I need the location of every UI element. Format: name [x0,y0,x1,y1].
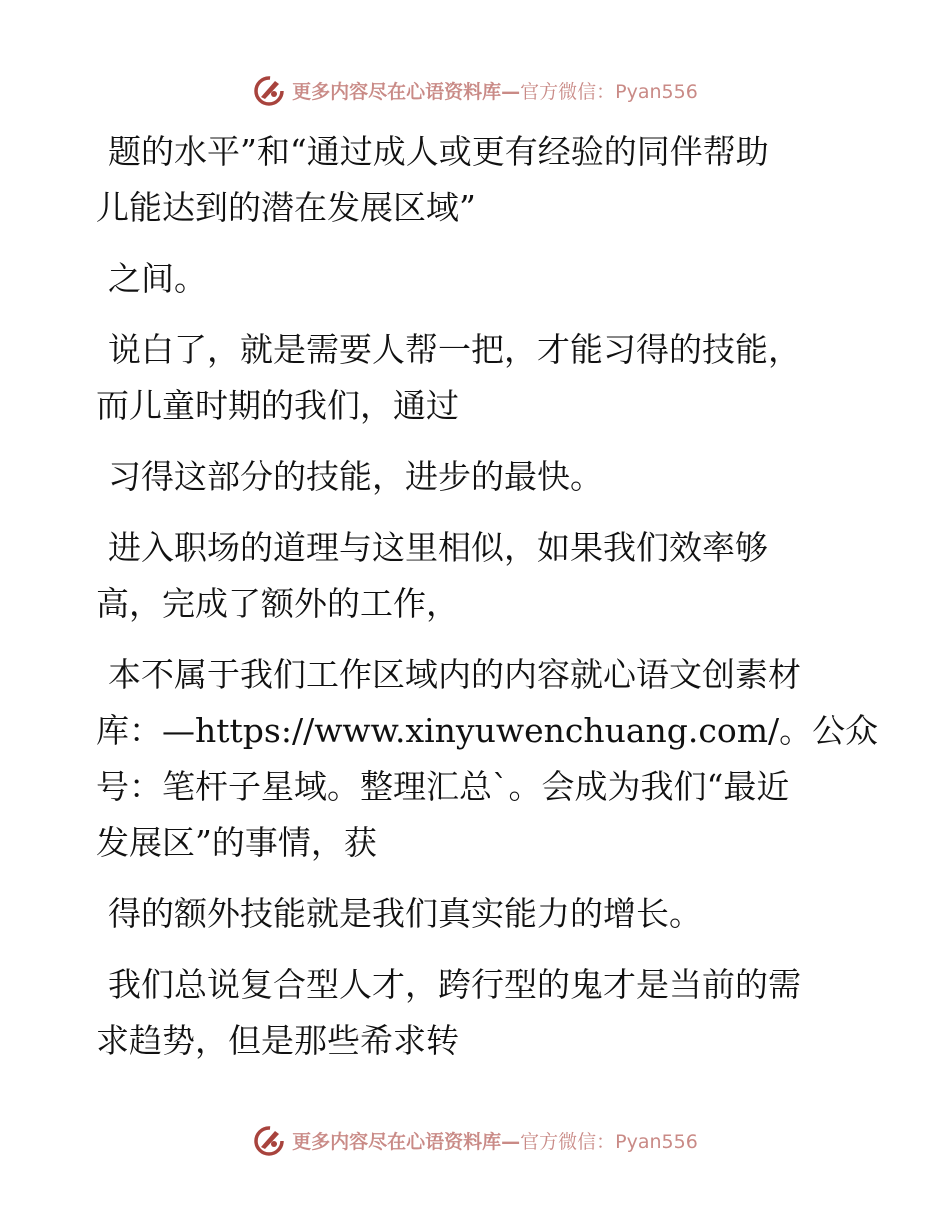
text-line: 发展区”的事情，获 [96,823,377,862]
text-line: 说白了，就是需要人帮一把，才能习得的技能， [108,330,801,369]
footer-banner-wechat: 官方微信：Pyan556 [520,1130,698,1153]
text-line: 得的额外技能就是我们真实能力的增长。 [108,894,702,933]
text-line: 而儿童时期的我们，通过 [96,386,459,425]
text-line: 号：笔杆子星域。整理汇总`。会成为我们“最近 [96,767,790,806]
paragraph [96,647,879,871]
paragraph [96,957,856,1069]
brush-circle-logo-icon [252,1123,286,1157]
text-line: 题的水平”和“通过成人或更有经验的同伴帮助 [108,132,769,171]
footer-banner-main: 更多内容尽在心语资料库— [292,1130,521,1153]
document-body [96,124,879,1084]
footer-banner [0,1120,950,1160]
text-line: 我们总说复合型人才，跨行型的鬼才是当前的需 [108,965,801,1004]
paragraph [96,520,856,632]
text-line: 本不属于我们工作区域内的内容就心语文创素材 [108,655,801,694]
text-line: 求趋势，但是那些希求转 [96,1021,459,1060]
header-banner-wechat: 官方微信：Pyan556 [520,80,698,103]
text-line: 库：—https://www.xinyuwenchuang.com/。公众 [96,711,879,750]
text-line: 习得这部分的技能，进步的最快。 [108,457,603,496]
paragraph [96,449,856,505]
header-banner-main: 更多内容尽在心语资料库— [292,80,521,103]
paragraph [96,124,856,236]
text-line: 之间。 [108,259,207,298]
paragraph [96,886,856,942]
brush-circle-logo-icon [252,73,286,107]
text-line: 高，完成了额外的工作， [96,584,459,623]
header-banner [0,70,950,110]
paragraph [96,251,856,307]
paragraph [96,322,856,434]
text-line: 进入职场的道理与这里相似，如果我们效率够 [108,528,768,567]
text-line: 儿能达到的潜在发展区域” [96,188,476,227]
